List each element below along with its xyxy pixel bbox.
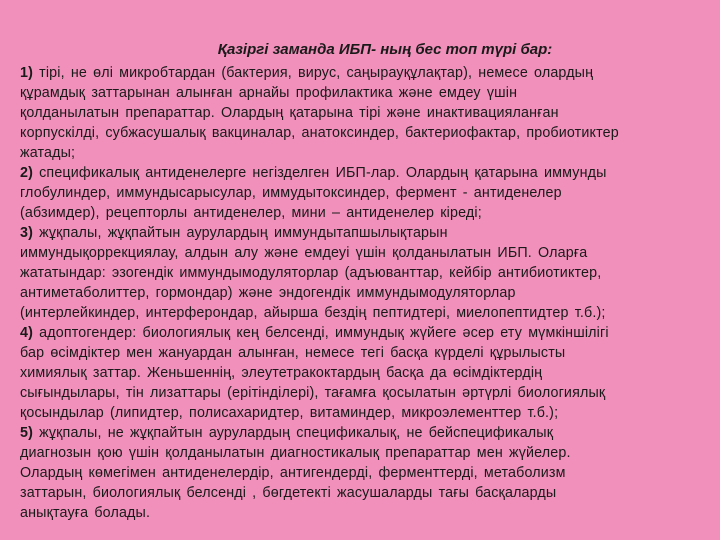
line-text: глобулиндер, иммундысарысулар, иммудытоксиндер, фермент - антиденелер [20, 185, 562, 201]
text-line [20, 223, 710, 243]
line-text: заттарын, биологиялық белсенді , бөгдетекті жасушаларды тағы басқаларды [20, 485, 557, 501]
list-number: 3) [20, 225, 34, 241]
line-text: қолданылатын препараттар. Олардың қатарына тірі және инактивацияланған [20, 105, 559, 121]
text-line [20, 503, 710, 523]
line-text: жұқпалы, не жұқпайтын аурулардың спецификалық, не бейспецификалық [33, 425, 554, 441]
slide-title: Қазіргі заманда ИБП- ның бес топ түрі бар: [217, 41, 553, 58]
line-text: құрамдық заттарынан алынған арнайы профилактика және емдеу үшін [20, 85, 518, 101]
line-text: бар өсімдіктер мен жануардан алынған, немесе тегі басқа күрделі құрылысты [20, 345, 566, 361]
line-text: жататындар: эзогендік иммундымодуляторлар (адъюванттар, кейбір антибиотиктер, [20, 265, 602, 281]
line-text: (интерлейкиндер, интерферондар, айырша бездің пептидтері, миелопептидтер т.б.); [20, 305, 606, 321]
line-text: диагнозын қою үшін қолданылатын диагностикалық препараттар мен жүйелер. [20, 445, 571, 461]
text-line [20, 403, 710, 423]
line-text: Олардың көмегімен антиденелердір, антигендерді, ферменттерді, метаболизм [20, 465, 566, 481]
line-text: иммундықоррекциялау, алдын алу және емдеуі үшін қолданылатын ИБП. Оларға [20, 245, 588, 261]
line-text: жұқпалы, жұқпайтын аурулардың иммундытапшылықтарын [33, 225, 448, 241]
text-line [20, 443, 710, 463]
text-line [20, 323, 710, 343]
list-number: 2) [20, 165, 34, 181]
line-text: тірі, не өлі микробтардан (бактерия, вирус, саңырауқұлақтар), немесе олардың [33, 65, 594, 81]
slide-body [20, 63, 710, 523]
list-number: 4) [20, 325, 34, 341]
text-line [20, 363, 710, 383]
text-line [20, 303, 710, 323]
text-line [20, 183, 710, 203]
text-line [20, 463, 710, 483]
text-line [20, 103, 710, 123]
text-line [20, 83, 710, 103]
text-line [20, 423, 710, 443]
text-line [20, 283, 710, 303]
line-text: сығындылары, тін лизаттары (ерітінділері), тағамға қосылатын әртүрлі биологиялық [20, 385, 606, 401]
text-line [20, 163, 710, 183]
text-line [20, 143, 710, 163]
text-line [20, 203, 710, 223]
text-line [20, 63, 710, 83]
list-number: 5) [20, 425, 34, 441]
line-text: (абзимдер), рецепторлы антиденелер, мини – антиденелер кіреді; [20, 205, 482, 221]
line-text: химиялық заттар. Женьшеннің, элеутетракоктардың басқа да өсімдіктердің [20, 365, 543, 381]
line-text: спецификалық антиденелерге негізделген ИБП-лар. Олардың қатарына иммунды [33, 165, 607, 181]
text-line [20, 243, 710, 263]
line-text: қосындылар (липидтер, полисахаридтер, витаминдер, микроэлементтер т.б.); [20, 405, 559, 421]
line-text: антиметаболиттер, гормондар) және эндогендік иммундымодуляторлар [20, 285, 516, 301]
list-number: 1) [20, 65, 34, 81]
line-text: анықтауға болады. [20, 505, 151, 521]
text-line [20, 343, 710, 363]
text-line [20, 123, 710, 143]
line-text: корпускілді, субжасушалық вакциналар, анатоксиндер, бактериофактар, пробиотиктер [20, 125, 619, 141]
text-line [20, 383, 710, 403]
line-text: жатады; [20, 145, 76, 161]
text-line [20, 263, 710, 283]
line-text: адоптогендер: биологиялық кең белсенді, иммундық жүйеге әсер ету мүмкіншілігі [33, 325, 609, 341]
text-line [20, 483, 710, 503]
